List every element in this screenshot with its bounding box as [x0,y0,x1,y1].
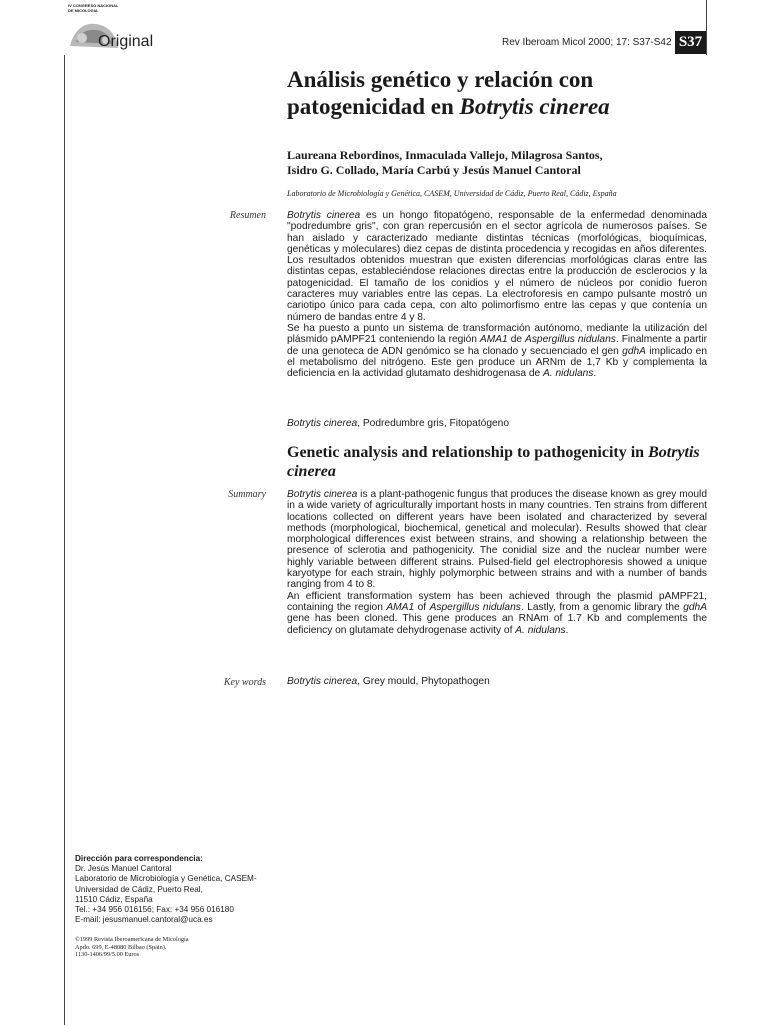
title-es-text: Análisis genético y relación con patogenicidad en [287,67,594,119]
logo-caption [68,3,118,13]
copyright-line: Apdo. 699, E-48080 Bilbao (Spain). [75,943,167,951]
copyright-line: 1130-1406/99/5.00 Euros [75,951,140,959]
title-en-species: Botrytis cinerea [287,444,700,480]
resumen-p2-e: . [593,368,597,380]
correspondence-heading: Dirección para correspondencia: [75,854,203,863]
header-right-rule [706,0,707,55]
summary-species: Botrytis cinerea [287,489,358,500]
summary-ama1: AMA1 [386,601,415,613]
resumen-anidulans: A. nidulans [543,368,594,380]
correspondence-line: Laboratorio de Microbiología y Genética, CASEM- [75,874,257,884]
summary-p2-a: An efficient transformation system has been achieved through the plasmid pAMPF21, containing the region [287,590,707,613]
resumen-label: Resumen [229,210,266,221]
copyright-line: ©1999 Revista Iberoamericana de Micología [75,936,189,943]
key-words [287,676,707,688]
resumen-p2-d: implicado en el metabolismo del nitrógeno. Este gen produce un ARNm de 1,7 Kb y complementa la deficiencia en la actividad glutamato deshidrogenasa de [287,345,708,380]
resumen-aspergillus: Aspergillus nidulans [525,334,616,346]
article-title-es [287,66,707,120]
summary-gdha: gdhA [683,601,707,613]
title-en-text: Genetic analysis and relationship to pathogenicity in [287,444,649,461]
correspondence-line: Tel.: +34 956 016156; Fax: +34 956 016180 [75,905,234,915]
resumen-p2-a: Se ha puesto a punto un sistema de transformación autónomo, mediante la utilización del plásmido pAMPF21 conteniendo la región [287,322,707,346]
left-margin-rule [64,55,65,1025]
logo-line-1: IV CONGRESO NACIONAL [68,3,119,8]
correspondence-email: E-mail: jesusmanuel.cantoral@uca.es [75,915,213,925]
summary-paragraph-2 [287,591,707,636]
summary-aspergillus: Aspergillus nidulans [429,601,521,613]
palabras-clave-species: Botrytis cinerea [287,418,358,429]
summary-paragraph-1 [287,489,707,591]
authors-line-1: Laureana Rebordinos, Inmaculada Vallejo, Milagrosa Santos, [287,148,603,162]
palabras-clave-rest: , Podredumbre gris, Fitopatógeno [357,418,509,429]
resumen-species: Botrytis cinerea [287,210,361,221]
summary-p1-text: is a plant-pathogenic fungus that produces the disease known as grey mould in a wide variety of agriculturally important hosts in many countries. Ten strains from different locations collected on different years have been isolated and characterized by several methods (morphological, biochemical, genetical and molecular). Results showed that clear morphological differences exist between strains, and showing a relationship between the presence of sclerotia and pathogenicity. The conidial size and the nuclear number were highly variable between different strains. Pulsed-field gel electrophoresis showed a unique karyotype for each strain, highly polymorphic between strains and with a number of bands ranging from 4 to 8. [287,489,707,591]
resumen-paragraph-2 [287,323,707,379]
summary-p2-e: . [565,624,569,636]
correspondence-block [75,854,315,925]
key-words-rest: , Grey mould, Phytopathogen [357,676,490,687]
summary-body [287,489,707,636]
palabras-clave [287,418,707,430]
authors-line-2: Isidro G. Collado, María Carbú y Jesús Manuel Cantoral [287,163,581,177]
correspondence-line: 11510 Cádiz, España [75,894,153,904]
affiliation: Laboratorio de Microbiología y Genética, CASEM, Universidad de Cádiz, Puerto Real, Cádiz, España [287,189,617,198]
authors [287,148,707,178]
correspondence-line: Universidad de Cádiz, Puerto Real, [75,884,203,894]
summary-p2-d: gene has been cloned. This gene produces an RNAm of 1.7 Kb and complements the deficiency on glutamate dehydrogenase activity of [287,613,707,636]
correspondence-line: Dr. Jesús Manuel Cantoral [75,864,172,874]
title-es-species: Botrytis cinerea [459,94,610,119]
key-words-label: Key words [223,677,266,688]
logo-line-2: DE MICOLOGIA [68,8,98,13]
summary-p2-c: . Lastly, from a genomic library the [520,601,684,613]
resumen-gdha: gdhA [622,345,646,357]
page-number-badge: S37 [675,31,706,54]
resumen-p2-c: . Finalmente a partir de una genoteca de ADN genómico se ha clonado y secuenciado el gen [287,334,707,357]
section-label: Original [98,33,154,50]
resumen-ama1: AMA1 [479,334,508,346]
copyright-block [75,936,315,959]
summary-anidulans: A. nidulans [515,624,566,636]
resumen-p1-text: es un hongo fitopatógeno, responsable de la enfermedad denominada "podredumbre gris", con gran repercusión en el sector agrícola de numerosos países. Se han aislado y caracterizado mediante distintas técnicas (morfológicas, bioquímicas, genéticas y moleculares) diez cepas de distinta procedencia y recogidas en años diferentes. Los resultados obtenidos muestran que existen diferencias morfológicas claras entre las distintas cepas, estableciéndose relaciones directas entre la producción de esclerocios y la patogenicidad. El tamaño de los conidios y el número de núcleos por conidio fueron caracteres muy variables entre las cepas. La electroforesis en campo pulsante mostró un cariotipo único para cada cepa, con alto polimorfismo entre las cepas y que contenía un número de bandas entre 4 y 8. [287,210,707,323]
resumen-paragraph-1 [287,210,707,323]
resumen-p2-b: de [507,334,526,346]
key-words-species: Botrytis cinerea [287,676,358,687]
summary-label: Summary [228,489,266,500]
article-title-en [287,443,707,481]
summary-p2-b: of [414,601,430,613]
resumen-body [287,210,707,379]
journal-reference: Rev Iberoam Micol 2000; 17: S37-S42 [502,37,672,48]
